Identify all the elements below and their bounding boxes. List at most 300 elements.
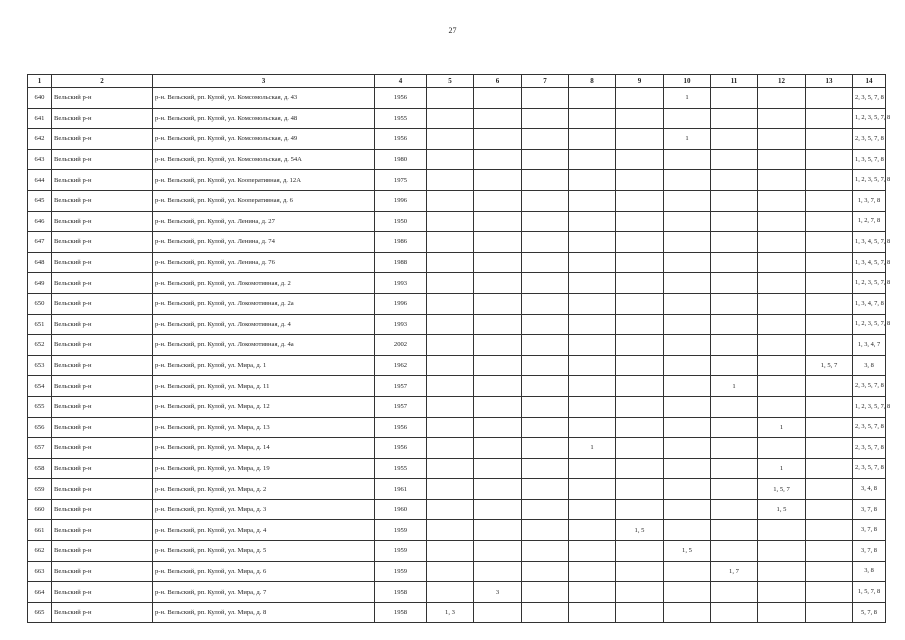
cell-col-12: [758, 438, 806, 459]
cell-col-9: [616, 417, 664, 438]
cell-col-13: [806, 232, 853, 253]
cell-year-built: 1956: [375, 438, 427, 459]
cell-district: Вельский р-н: [52, 458, 153, 479]
cell-col-8: [569, 396, 616, 417]
cell-row-number: 660: [28, 499, 52, 520]
cell-col-7: [522, 458, 569, 479]
cell-district: Вельский р-н: [52, 335, 153, 356]
cell-address: р-н. Вельский, рп. Кулой, ул. Мира, д. 1: [153, 355, 375, 376]
cell-col-9: [616, 170, 664, 191]
cell-address: р-н. Вельский, рп. Кулой, ул. Мира, д. 4: [153, 520, 375, 541]
cell-col-12: [758, 293, 806, 314]
cell-col-5: [427, 376, 474, 397]
cell-col-11: [711, 541, 758, 562]
cell-col-11: [711, 417, 758, 438]
cell-col-6: [474, 170, 522, 191]
cell-col-5: [427, 520, 474, 541]
cell-col-8: [569, 232, 616, 253]
table-row: [28, 438, 886, 459]
cell-col-5: [427, 499, 474, 520]
cell-district: Вельский р-н: [52, 314, 153, 335]
cell-col-8: [569, 129, 616, 150]
cell-address: р-н. Вельский, рп. Кулой, ул. Мира, д. 5: [153, 541, 375, 562]
cell-col-9: [616, 232, 664, 253]
cell-row-number: 658: [28, 458, 52, 479]
column-header-7: 7: [522, 75, 569, 88]
cell-col-13: [806, 561, 853, 582]
cell-col-7: [522, 396, 569, 417]
cell-col-11: [711, 293, 758, 314]
cell-address: р-н. Вельский, рп. Кулой, ул. Мира, д. 14: [153, 438, 375, 459]
cell-row-number: 646: [28, 211, 52, 232]
cell-col-14: 1, 3, 4, 5, 7, 8: [853, 252, 886, 273]
cell-col-14: 2, 3, 5, 7, 8: [853, 417, 886, 438]
cell-year-built: 1980: [375, 149, 427, 170]
cell-col-11: [711, 458, 758, 479]
cell-address: р-н. Вельский, рп. Кулой, ул. Ленина, д. 74: [153, 232, 375, 253]
table-row: [28, 561, 886, 582]
table-row: [28, 602, 886, 623]
cell-col-10: [664, 561, 711, 582]
cell-col-11: [711, 252, 758, 273]
table-row: [28, 190, 886, 211]
cell-district: Вельский р-н: [52, 293, 153, 314]
cell-col-5: [427, 458, 474, 479]
cell-col-13: [806, 479, 853, 500]
cell-col-10: [664, 438, 711, 459]
cell-col-12: 1: [758, 417, 806, 438]
table-row: [28, 170, 886, 191]
cell-col-6: [474, 149, 522, 170]
cell-row-number: 653: [28, 355, 52, 376]
cell-col-5: [427, 232, 474, 253]
cell-district: Вельский р-н: [52, 252, 153, 273]
cell-col-14: 1, 2, 3, 5, 7, 8: [853, 273, 886, 294]
cell-col-14: 2, 3, 5, 7, 8: [853, 458, 886, 479]
column-header-3: 3: [153, 75, 375, 88]
cell-row-number: 655: [28, 396, 52, 417]
cell-col-12: 1, 5: [758, 499, 806, 520]
cell-col-8: [569, 293, 616, 314]
table-row: [28, 458, 886, 479]
cell-col-7: [522, 335, 569, 356]
cell-col-5: [427, 396, 474, 417]
cell-col-13: [806, 541, 853, 562]
cell-col-10: [664, 170, 711, 191]
cell-col-14: 2, 3, 5, 7, 8: [853, 376, 886, 397]
cell-col-13: [806, 602, 853, 623]
cell-col-6: [474, 520, 522, 541]
cell-col-8: [569, 602, 616, 623]
cell-col-8: [569, 314, 616, 335]
column-header-13: 13: [806, 75, 853, 88]
cell-col-5: [427, 582, 474, 603]
cell-col-14: 3, 7, 8: [853, 541, 886, 562]
cell-col-5: [427, 211, 474, 232]
cell-col-6: [474, 293, 522, 314]
table-row: [28, 293, 886, 314]
cell-col-5: [427, 438, 474, 459]
cell-col-7: [522, 190, 569, 211]
cell-col-12: 1: [758, 458, 806, 479]
cell-col-8: [569, 582, 616, 603]
cell-col-12: [758, 355, 806, 376]
cell-col-9: [616, 561, 664, 582]
table-row: [28, 314, 886, 335]
cell-col-9: [616, 355, 664, 376]
table-row: [28, 541, 886, 562]
cell-row-number: 644: [28, 170, 52, 191]
cell-row-number: 645: [28, 190, 52, 211]
cell-year-built: 1996: [375, 293, 427, 314]
cell-col-7: [522, 129, 569, 150]
table-row: [28, 376, 886, 397]
cell-col-7: [522, 541, 569, 562]
cell-address: р-н. Вельский, рп. Кулой, ул. Локомотивная, д. 2а: [153, 293, 375, 314]
cell-col-11: [711, 479, 758, 500]
cell-col-6: [474, 355, 522, 376]
cell-col-13: [806, 314, 853, 335]
cell-col-14: 1, 2, 7, 8: [853, 211, 886, 232]
cell-col-14: 1, 5, 7, 8: [853, 582, 886, 603]
cell-col-9: 1, 5: [616, 520, 664, 541]
cell-district: Вельский р-н: [52, 149, 153, 170]
cell-col-14: 1, 3, 4, 5, 7, 8: [853, 232, 886, 253]
cell-col-10: [664, 232, 711, 253]
cell-col-7: [522, 479, 569, 500]
cell-col-7: [522, 170, 569, 191]
cell-col-5: [427, 561, 474, 582]
cell-district: Вельский р-н: [52, 108, 153, 129]
cell-row-number: 651: [28, 314, 52, 335]
cell-col-11: 1, 7: [711, 561, 758, 582]
cell-col-9: [616, 458, 664, 479]
cell-col-7: [522, 211, 569, 232]
cell-col-13: [806, 88, 853, 109]
table-row: [28, 479, 886, 500]
cell-col-10: [664, 108, 711, 129]
cell-row-number: 641: [28, 108, 52, 129]
cell-col-7: [522, 108, 569, 129]
cell-year-built: 1993: [375, 314, 427, 335]
cell-col-8: [569, 190, 616, 211]
cell-col-5: [427, 149, 474, 170]
cell-col-8: [569, 170, 616, 191]
cell-col-9: [616, 479, 664, 500]
table-row: [28, 108, 886, 129]
cell-col-7: [522, 314, 569, 335]
cell-col-8: [569, 561, 616, 582]
cell-col-8: [569, 108, 616, 129]
cell-address: р-н. Вельский, рп. Кулой, ул. Локомотивная, д. 4а: [153, 335, 375, 356]
cell-year-built: 1958: [375, 602, 427, 623]
cell-col-7: [522, 520, 569, 541]
cell-row-number: 654: [28, 376, 52, 397]
cell-year-built: 1961: [375, 479, 427, 500]
cell-col-6: [474, 458, 522, 479]
cell-district: Вельский р-н: [52, 190, 153, 211]
cell-address: р-н. Вельский, рп. Кулой, ул. Мира, д. 8: [153, 602, 375, 623]
cell-col-7: [522, 273, 569, 294]
cell-col-13: [806, 458, 853, 479]
cell-col-6: [474, 335, 522, 356]
cell-col-14: 2, 3, 5, 7, 8: [853, 129, 886, 150]
cell-col-9: [616, 252, 664, 273]
cell-col-11: [711, 273, 758, 294]
cell-year-built: 1988: [375, 252, 427, 273]
cell-col-9: [616, 376, 664, 397]
cell-col-14: 2, 3, 5, 7, 8: [853, 438, 886, 459]
cell-col-10: [664, 376, 711, 397]
cell-year-built: 1950: [375, 211, 427, 232]
cell-col-10: [664, 582, 711, 603]
cell-col-5: [427, 541, 474, 562]
cell-col-6: [474, 273, 522, 294]
cell-col-6: [474, 190, 522, 211]
cell-col-11: 1: [711, 376, 758, 397]
table-row: [28, 232, 886, 253]
table-row: [28, 520, 886, 541]
cell-year-built: 2002: [375, 335, 427, 356]
cell-col-10: [664, 520, 711, 541]
cell-col-6: [474, 376, 522, 397]
cell-col-10: [664, 252, 711, 273]
cell-col-9: [616, 602, 664, 623]
cell-district: Вельский р-н: [52, 520, 153, 541]
cell-col-11: [711, 582, 758, 603]
cell-col-12: [758, 170, 806, 191]
cell-col-11: [711, 335, 758, 356]
column-header-12: 12: [758, 75, 806, 88]
cell-col-13: [806, 520, 853, 541]
cell-col-12: [758, 252, 806, 273]
cell-col-5: [427, 335, 474, 356]
cell-col-12: [758, 232, 806, 253]
cell-col-12: [758, 108, 806, 129]
cell-col-9: [616, 129, 664, 150]
cell-address: р-н. Вельский, рп. Кулой, ул. Комсомольская, д. 43: [153, 88, 375, 109]
cell-col-6: [474, 602, 522, 623]
cell-col-14: 1, 3, 7, 8: [853, 190, 886, 211]
cell-col-10: [664, 211, 711, 232]
cell-year-built: 1956: [375, 88, 427, 109]
cell-col-5: [427, 88, 474, 109]
cell-col-14: 5, 7, 8: [853, 602, 886, 623]
table-row: [28, 273, 886, 294]
cell-col-12: [758, 582, 806, 603]
cell-col-12: [758, 190, 806, 211]
cell-col-6: [474, 396, 522, 417]
cell-col-8: [569, 273, 616, 294]
cell-district: Вельский р-н: [52, 602, 153, 623]
cell-district: Вельский р-н: [52, 479, 153, 500]
cell-row-number: 647: [28, 232, 52, 253]
cell-col-5: [427, 314, 474, 335]
cell-col-6: [474, 88, 522, 109]
cell-col-5: [427, 252, 474, 273]
cell-col-12: [758, 396, 806, 417]
table-row: [28, 396, 886, 417]
register-table: [27, 74, 891, 623]
cell-col-10: [664, 273, 711, 294]
cell-col-12: [758, 88, 806, 109]
cell-district: Вельский р-н: [52, 376, 153, 397]
cell-col-13: [806, 438, 853, 459]
cell-col-10: 1, 5: [664, 541, 711, 562]
cell-col-13: [806, 499, 853, 520]
cell-col-14: 1, 3, 4, 7: [853, 335, 886, 356]
cell-year-built: 1956: [375, 129, 427, 150]
cell-col-10: [664, 314, 711, 335]
cell-col-6: [474, 479, 522, 500]
cell-district: Вельский р-н: [52, 170, 153, 191]
cell-col-13: [806, 149, 853, 170]
cell-col-11: [711, 602, 758, 623]
cell-col-13: [806, 335, 853, 356]
page-number: 27: [448, 26, 457, 35]
table-row: [28, 499, 886, 520]
cell-address: р-н. Вельский, рп. Кулой, ул. Комсомольская, д. 49: [153, 129, 375, 150]
cell-district: Вельский р-н: [52, 561, 153, 582]
cell-district: Вельский р-н: [52, 396, 153, 417]
cell-col-12: [758, 314, 806, 335]
cell-col-8: [569, 252, 616, 273]
cell-col-10: [664, 293, 711, 314]
cell-col-7: [522, 438, 569, 459]
cell-col-12: 1, 5, 7: [758, 479, 806, 500]
table-row: [28, 355, 886, 376]
cell-col-5: [427, 190, 474, 211]
cell-col-6: [474, 211, 522, 232]
cell-col-14: 3, 4, 8: [853, 479, 886, 500]
cell-district: Вельский р-н: [52, 499, 153, 520]
cell-district: Вельский р-н: [52, 211, 153, 232]
cell-col-12: [758, 541, 806, 562]
cell-col-8: [569, 479, 616, 500]
table-body: [28, 88, 891, 623]
cell-col-9: [616, 149, 664, 170]
cell-col-13: [806, 417, 853, 438]
cell-col-7: [522, 417, 569, 438]
cell-address: р-н. Вельский, рп. Кулой, ул. Мира, д. 6: [153, 561, 375, 582]
cell-row-number: 640: [28, 88, 52, 109]
cell-address: р-н. Вельский, рп. Кулой, ул. Локомотивная, д. 2: [153, 273, 375, 294]
cell-district: Вельский р-н: [52, 355, 153, 376]
cell-col-14: 1, 2, 3, 5, 7, 8: [853, 170, 886, 191]
cell-col-7: [522, 293, 569, 314]
table-row: [28, 88, 886, 109]
cell-col-9: [616, 108, 664, 129]
column-header-5: 5: [427, 75, 474, 88]
cell-row-number: 659: [28, 479, 52, 500]
cell-col-10: [664, 479, 711, 500]
cell-year-built: 1959: [375, 520, 427, 541]
cell-row-number: 661: [28, 520, 52, 541]
cell-year-built: 1993: [375, 273, 427, 294]
cell-col-8: [569, 541, 616, 562]
cell-district: Вельский р-н: [52, 273, 153, 294]
header-row: [28, 75, 886, 88]
cell-year-built: 1975: [375, 170, 427, 191]
cell-col-5: [427, 273, 474, 294]
table-row: [28, 335, 886, 356]
cell-address: р-н. Вельский, рп. Кулой, ул. Кооперативная, д. 6: [153, 190, 375, 211]
cell-col-9: [616, 541, 664, 562]
cell-address: р-н. Вельский, рп. Кулой, ул. Ленина, д. 76: [153, 252, 375, 273]
cell-col-11: [711, 314, 758, 335]
cell-address: р-н. Вельский, рп. Кулой, ул. Ленина, д. 27: [153, 211, 375, 232]
cell-col-11: [711, 88, 758, 109]
cell-col-11: [711, 190, 758, 211]
cell-col-7: [522, 88, 569, 109]
cell-row-number: 642: [28, 129, 52, 150]
column-header-9: 9: [616, 75, 664, 88]
cell-address: р-н. Вельский, рп. Кулой, ул. Локомотивная, д. 4: [153, 314, 375, 335]
cell-row-number: 648: [28, 252, 52, 273]
cell-col-8: [569, 211, 616, 232]
column-header-4: 4: [375, 75, 427, 88]
cell-col-7: [522, 355, 569, 376]
cell-row-number: 662: [28, 541, 52, 562]
cell-col-6: [474, 561, 522, 582]
cell-col-12: [758, 273, 806, 294]
cell-district: Вельский р-н: [52, 129, 153, 150]
cell-col-10: [664, 417, 711, 438]
cell-col-6: [474, 108, 522, 129]
cell-col-9: [616, 273, 664, 294]
column-header-1: 1: [28, 75, 52, 88]
cell-year-built: 1986: [375, 232, 427, 253]
cell-district: Вельский р-н: [52, 541, 153, 562]
cell-col-8: 1: [569, 438, 616, 459]
cell-col-10: [664, 396, 711, 417]
cell-col-10: [664, 149, 711, 170]
cell-address: р-н. Вельский, рп. Кулой, ул. Мира, д. 2: [153, 479, 375, 500]
cell-col-14: 1, 2, 3, 5, 7, 8: [853, 396, 886, 417]
cell-year-built: 1996: [375, 190, 427, 211]
cell-col-14: 3, 7, 8: [853, 520, 886, 541]
cell-col-13: [806, 396, 853, 417]
column-header-10: 10: [664, 75, 711, 88]
cell-col-13: 1, 5, 7: [806, 355, 853, 376]
cell-col-8: [569, 335, 616, 356]
cell-district: Вельский р-н: [52, 582, 153, 603]
cell-year-built: 1960: [375, 499, 427, 520]
cell-col-11: [711, 520, 758, 541]
cell-year-built: 1957: [375, 376, 427, 397]
cell-address: р-н. Вельский, рп. Кулой, ул. Мира, д. 7: [153, 582, 375, 603]
cell-col-9: [616, 499, 664, 520]
cell-col-9: [616, 88, 664, 109]
cell-col-14: 1, 2, 3, 5, 7, 8: [853, 314, 886, 335]
cell-year-built: 1959: [375, 541, 427, 562]
cell-col-5: [427, 293, 474, 314]
cell-col-6: [474, 252, 522, 273]
cell-col-6: [474, 129, 522, 150]
cell-row-number: 643: [28, 149, 52, 170]
cell-col-6: [474, 232, 522, 253]
cell-row-number: 657: [28, 438, 52, 459]
cell-col-14: 1, 2, 3, 5, 7, 8: [853, 108, 886, 129]
cell-col-11: [711, 438, 758, 459]
cell-district: Вельский р-н: [52, 232, 153, 253]
cell-col-7: [522, 561, 569, 582]
cell-col-7: [522, 602, 569, 623]
cell-col-12: [758, 129, 806, 150]
cell-col-9: [616, 582, 664, 603]
cell-row-number: 663: [28, 561, 52, 582]
cell-col-7: [522, 376, 569, 397]
